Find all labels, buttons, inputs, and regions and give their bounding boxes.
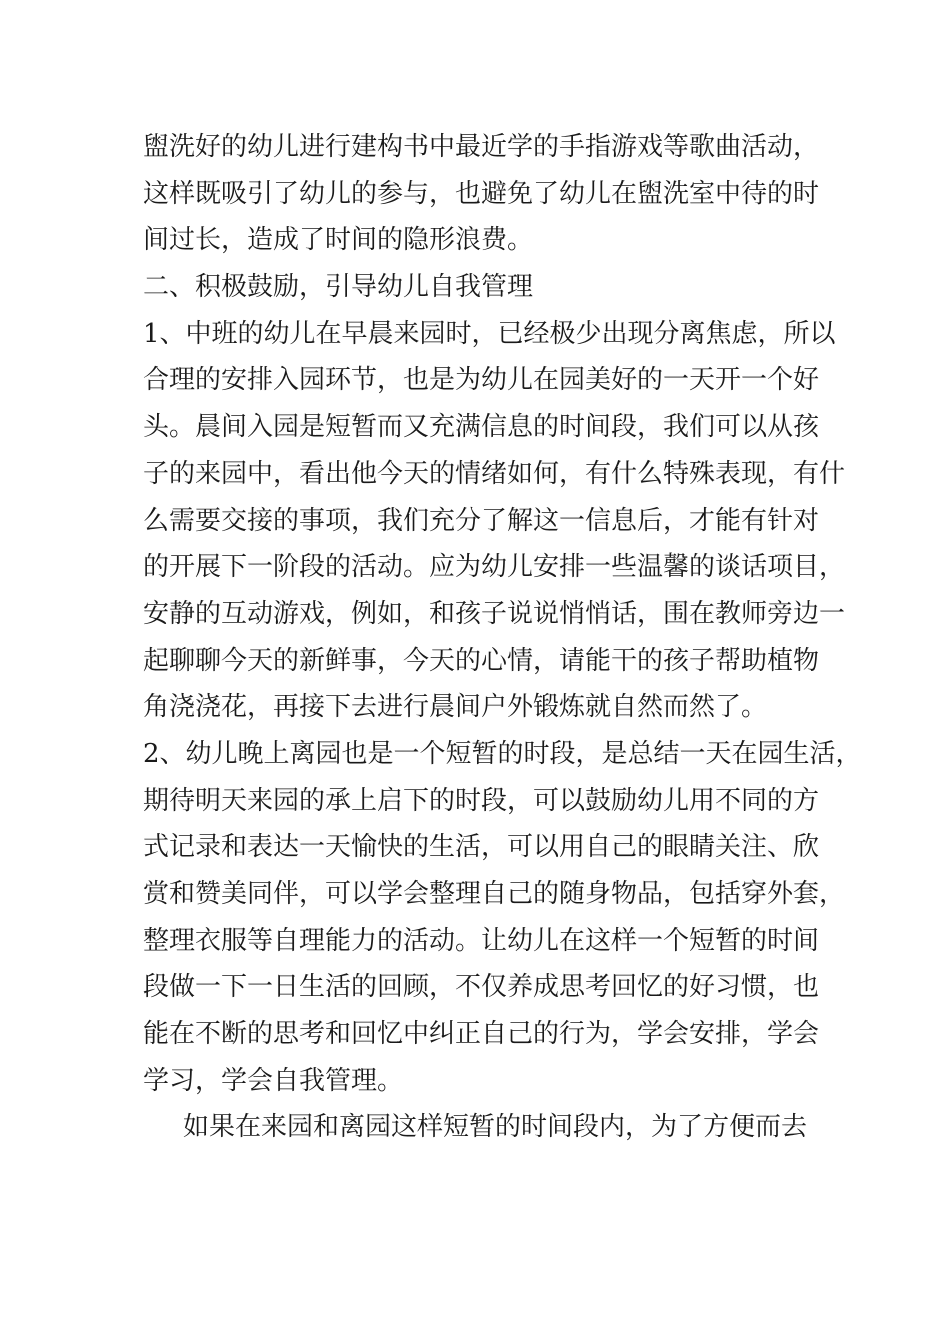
- text-line: 期待明天来园的承上启下的时段，可以鼓励幼儿用不同的方: [143, 785, 820, 816]
- text-line: 式记录和表达一天愉快的生活，可以用自己的眼睛关注、欣: [143, 832, 820, 863]
- section-heading: 二、积极鼓励，引导幼儿自我管理: [143, 272, 534, 303]
- text-line: 安静的互动游戏，例如，和孩子说说悄悄话，围在教师旁边一: [143, 598, 846, 629]
- text-line: 2、幼儿晚上离园也是一个短暂的时段，是总结一天在园生活，: [143, 738, 862, 769]
- text-line: 起聊聊今天的新鲜事，今天的心情，请能干的孩子帮助植物: [143, 645, 820, 676]
- text-line: 么需要交接的事项，我们充分了解这一信息后，才能有针对: [143, 505, 820, 536]
- text-line: 这样既吸引了幼儿的参与，也避免了幼儿在盥洗室中待的时: [143, 178, 820, 209]
- text-line: 合理的安排入园环节，也是为幼儿在园美好的一天开一个好: [143, 365, 820, 396]
- text-line: 整理衣服等自理能力的活动。让幼儿在这样一个短暂的时间: [143, 925, 820, 956]
- text-line: 的开展下一阶段的活动。应为幼儿安排一些温馨的谈话项目，: [143, 552, 846, 583]
- text-line: 段做一下一日生活的回顾，不仅养成思考回忆的好习惯，也: [143, 972, 820, 1003]
- text-line: 盥洗好的幼儿进行建构书中最近学的手指游戏等歌曲活动，: [143, 132, 820, 162]
- text-line: 1、中班的幼儿在早晨来园时，已经极少出现分离焦虑，所以: [143, 318, 836, 349]
- text-line: 间过长，造成了时间的隐形浪费。: [143, 225, 534, 256]
- text-line: 头。晨间入园是短暂而又充满信息的时间段，我们可以从孩: [143, 412, 820, 443]
- text-line: 子的来园中，看出他今天的情绪如何，有什么特殊表现，有什: [143, 458, 846, 489]
- text-line: 能在不断的思考和回忆中纠正自己的行为，学会安排，学会: [143, 1019, 820, 1050]
- text-line: 赏和赞美同伴，可以学会整理自己的随身物品，包括穿外套，: [143, 879, 846, 909]
- text-line: 学习，学会自我管理。: [143, 1065, 404, 1096]
- text-line-indented: 如果在来园和离园这样短暂的时间段内，为了方便而去: [183, 1112, 808, 1143]
- document-body: [143, 124, 862, 1151]
- text-line: 角浇浇花，再接下去进行晨间户外锻炼就自然而然了。: [143, 692, 768, 723]
